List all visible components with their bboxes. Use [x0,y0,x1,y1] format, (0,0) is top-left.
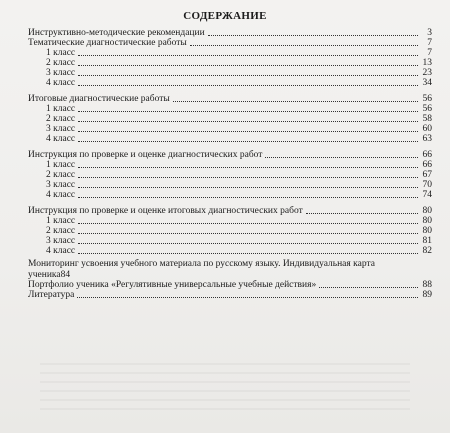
dot-leader [78,131,418,132]
toc-page-number: 66 [422,149,432,160]
toc-page-number: 58 [422,113,432,124]
toc-page-number: 82 [422,245,432,256]
page-title: СОДЕРЖАНИЕ [183,10,267,22]
toc-entry-label: 4 класс [46,133,76,144]
toc-entry-label: 2 класс [46,225,76,236]
toc-entry-label: 4 класс [46,245,76,256]
dot-leader [78,75,418,76]
toc-entry-label: 2 класс [46,113,76,124]
dot-leader [78,243,418,244]
toc-page-number: 74 [422,189,432,200]
toc-page-number: 63 [422,133,432,144]
toc-entry-label: 2 класс [46,169,76,180]
dot-leader [78,253,418,254]
dot-leader [319,287,418,288]
dot-leader [78,187,418,188]
toc-subentry [28,216,432,226]
toc-page-number: 81 [422,235,432,246]
toc-subentry [28,78,432,88]
toc-subentry [28,236,432,246]
toc-subentry [28,48,432,58]
toc-entry-label: 1 класс [46,103,76,114]
toc-entry-label: Инструкция по проверке и оценке диагностических работ [28,149,263,160]
toc-subentry [28,246,432,256]
toc-section [28,150,432,160]
toc-page-number: 84 [60,269,71,280]
toc-entry-label: 3 класс [46,123,76,134]
toc-subentry [28,170,432,180]
toc-page-number: 67 [422,169,432,180]
toc-entry-label-continued: ученика [28,269,61,280]
toc-subentry [28,104,432,114]
toc-page-number: 13 [422,57,432,68]
dot-leader [78,223,418,224]
toc-page-number: 66 [422,159,432,170]
toc-subentry [28,114,432,124]
toc-subentry [28,180,432,190]
toc-section [28,290,432,300]
toc-subentry [28,58,432,68]
table-of-contents [28,28,432,300]
toc-entry-label: 1 класс [46,47,76,58]
toc-subentry [28,226,432,236]
toc-entry-label: Портфолио ученика «Регулятивные универсальные учебные действия» [28,279,317,290]
dot-leader [208,35,418,36]
toc-subentry [28,190,432,200]
toc-entry-label: 1 класс [46,159,76,170]
toc-page-number: 7 [427,47,432,58]
dot-leader [190,45,418,46]
toc-entry-label: Тематические диагностические работы [28,37,187,48]
dot-leader [78,121,418,122]
dot-leader [78,141,418,142]
toc-page-number: 80 [422,225,432,236]
toc-section [28,260,432,280]
toc-entry-label: 3 класс [46,179,76,190]
toc-entry-label: 2 класс [46,57,76,68]
dot-leader [78,111,418,112]
toc-entry-label: Литература [28,289,75,300]
toc-page-number: 23 [422,67,432,78]
toc-entry-label: 3 класс [46,235,76,246]
toc-page-number: 60 [422,123,432,134]
dot-leader [173,101,418,102]
dot-leader [265,157,418,158]
toc-entry-label: Инструктивно-методические рекомендации [28,27,205,38]
toc-entry-label: 4 класс [46,189,76,200]
dot-leader [77,297,418,298]
dot-leader [78,55,418,56]
toc-page-number: 80 [422,215,432,226]
dot-leader [78,65,418,66]
toc-subentry [28,134,432,144]
toc-page-number: 3 [427,27,432,38]
toc-entry-label: Итоговые диагностические работы [28,93,170,104]
dot-leader [78,85,418,86]
toc-subentry [28,160,432,170]
toc-entry-label: Инструкция по проверке и оценке итоговых диагностических работ [28,205,303,216]
dot-leader [78,233,418,234]
dot-leader [78,177,418,178]
toc-section [28,280,432,290]
toc-section [28,206,432,216]
toc-section [28,38,432,48]
toc-page-number: 89 [422,289,432,300]
toc-entry [28,28,432,38]
toc-page-number: 34 [422,77,432,88]
toc-page-number: 56 [422,93,432,104]
toc-entry-label: 1 класс [46,215,76,226]
toc-entry-label: 3 класс [46,67,76,78]
show-through-texture [40,356,410,416]
dot-leader [306,213,418,214]
toc-page-number: 7 [427,37,432,48]
toc-section [28,94,432,104]
toc-entry-label: 4 класс [46,77,76,88]
toc-page-number: 88 [422,279,432,290]
toc-entry-label: Мониторинг усвоения учебного материала по русскому языку. Индивидуальная карта [28,259,375,269]
toc-page-number: 56 [422,103,432,114]
dot-leader [78,167,418,168]
toc-page-number: 80 [422,205,432,216]
toc-page-number: 70 [422,179,432,190]
toc-subentry [28,124,432,134]
dot-leader [78,197,418,198]
toc-subentry [28,68,432,78]
